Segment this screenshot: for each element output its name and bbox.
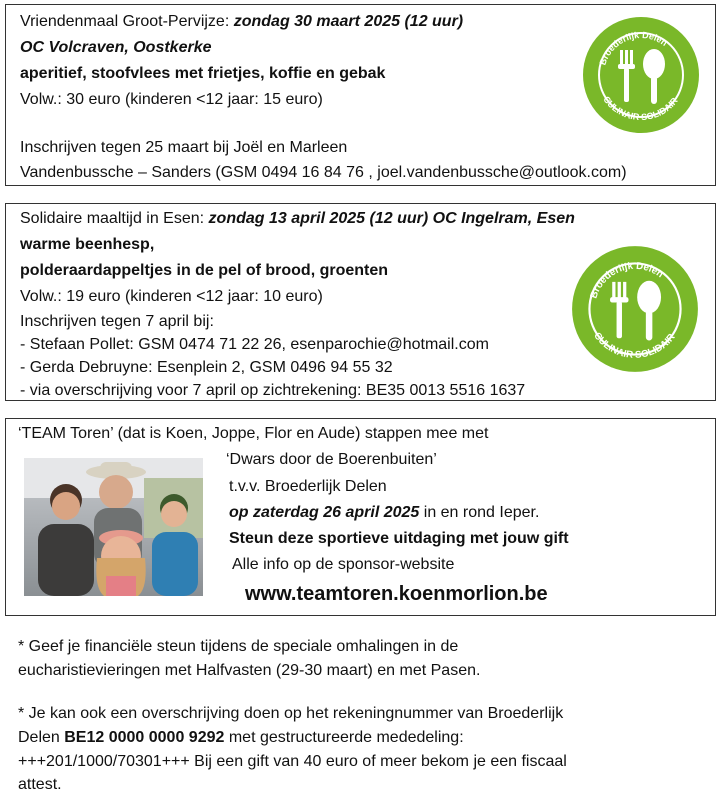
footer-p1-line1: * Geef je financiële steun tijdens de speciale omhalingen in de: [18, 638, 459, 655]
logo-bottom-text: CULINAIR SOLIDAIR: [601, 94, 680, 123]
team-tvv: t.v.v. Broederlijk Delen: [229, 478, 387, 495]
team-date: [229, 501, 539, 525]
footer-iban: BE12 0000 0000 9292: [64, 729, 225, 746]
event2-contact2: - Gerda Debruyne: Esenplein 2, GSM 0496 94 55 32: [20, 359, 393, 376]
footer-p2-line3: +++201/1000/70301+++ Bij een gift van 40 euro of meer bekom je een fiscaal: [18, 753, 567, 770]
team-date-bold: op zaterdag 26 april 2025: [229, 504, 420, 521]
logo2-bottom-text: CULINAIR SOLIDAIR: [591, 330, 678, 361]
event1-register: Inschrijven tegen 25 maart bij Joël en Marleen: [20, 139, 348, 156]
team-photo: [24, 458, 203, 596]
footer-p2-prefix: Delen: [18, 729, 65, 746]
event2-register: Inschrijven tegen 7 april bij:: [20, 313, 214, 330]
event2-menu2: polderaardappeltjes in de pel of brood, groenten: [20, 262, 389, 279]
sponsor-website-link[interactable]: www.teamtoren.koenmorlion.be: [245, 583, 548, 605]
logo2-top-text: Broederlijk Delen: [588, 260, 666, 300]
event2-title-prefix: Solidaire maaltijd in Esen:: [20, 210, 209, 227]
team-date-rest: in en rond Ieper.: [419, 504, 540, 521]
event1-price: Volw.: 30 euro (kinderen <12 jaar: 15 euro): [20, 91, 323, 108]
event2-contact3: - via overschrijving voor 7 april op zichtrekening: BE35 0013 5516 1637: [20, 382, 526, 399]
event2-date: zondag 13 april 2025 (12 uur) OC Ingelram, Esen: [208, 210, 575, 227]
event1-title: [20, 10, 463, 34]
footer-p2-line1: * Je kan ook een overschrijving doen op het rekeningnummer van Broederlijk: [18, 705, 564, 722]
event2-title: [20, 207, 575, 231]
event1-contact: Vandenbussche – Sanders (GSM 0494 16 84 76 , joel.vandenbussche@outlook.com): [20, 164, 627, 181]
culinair-solidair-logo-2: [571, 245, 699, 373]
footer-p2-line2: [18, 726, 464, 750]
team-intro: ‘TEAM Toren’ (dat is Koen, Joppe, Flor en Aude) stappen mee met: [18, 425, 489, 442]
footer-p1-line2: eucharistievieringen met Halfvasten (29-30 maart) en met Pasen.: [18, 662, 481, 679]
team-info: Alle info op de sponsor-website: [232, 556, 455, 573]
event2-price: Volw.: 19 euro (kinderen <12 jaar: 10 euro): [20, 288, 323, 305]
team-event-name: ‘Dwars door de Boerenbuiten’: [226, 451, 437, 468]
footer-p2-suffix: met gestructureerde mededeling:: [224, 729, 464, 746]
event1-menu: aperitief, stoofvlees met frietjes, koffie en gebak: [20, 65, 386, 82]
event1-date: zondag 30 maart 2025 (12 uur): [233, 13, 464, 30]
event1-title-prefix: Vriendenmaal Groot-Pervijze:: [20, 13, 234, 30]
event2-contact1: - Stefaan Pollet: GSM 0474 71 22 26, esenparochie@hotmail.com: [20, 336, 489, 353]
team-support: Steun deze sportieve uitdaging met jouw gift: [229, 530, 569, 547]
footer-p2-line4: attest.: [18, 776, 62, 793]
logo-top-text: Broederlijk Delen: [597, 29, 670, 67]
event1-venue: OC Volcraven, Oostkerke: [20, 39, 212, 56]
event2-menu1: warme beenhesp,: [20, 236, 155, 253]
culinair-solidair-logo: [582, 16, 700, 134]
